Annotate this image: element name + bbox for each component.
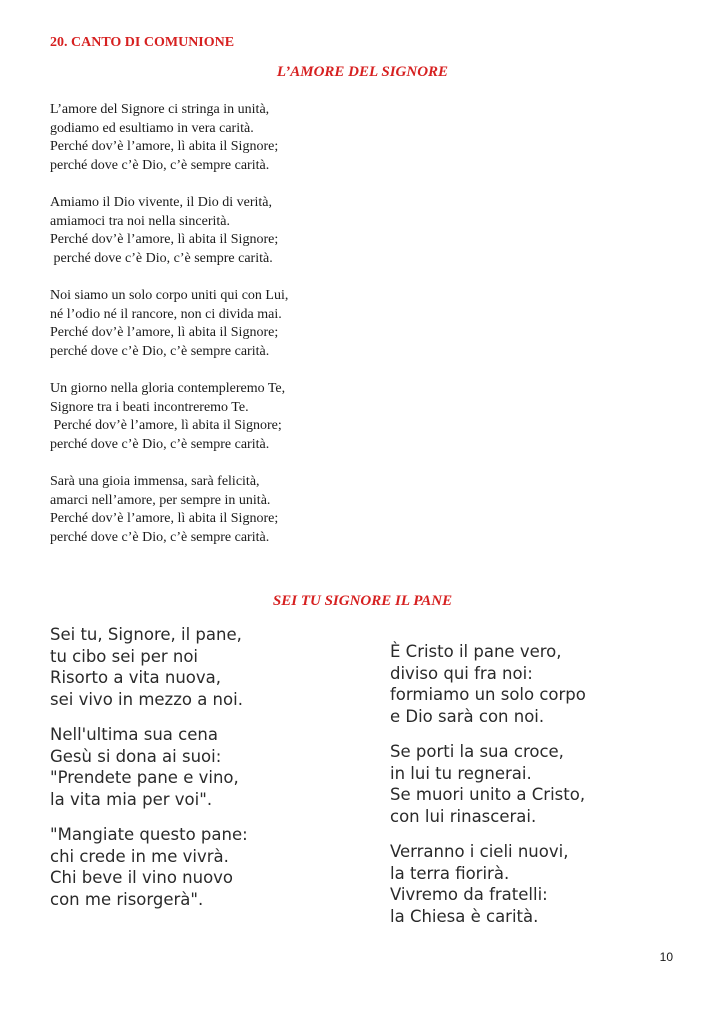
lyric-line: Perché dov’è l’amore, lì abita il Signore; (50, 418, 282, 433)
lyric-line: godiamo ed esultiamo in vera carità. (50, 120, 254, 136)
lyric-line: Sei tu, Signore, il pane, (50, 625, 242, 644)
page-number: 10 (659, 950, 673, 964)
song-lyrics-amore (50, 101, 390, 566)
lyric-line: Nell'ultima sua cena (50, 725, 218, 744)
song-title-pane: SEI TU SIGNORE IL PANE (272, 593, 453, 609)
stanza (50, 194, 390, 268)
lyric-line: L’amore del Signore ci stringa in unità, (50, 102, 270, 117)
lyric-line: tu cibo sei per noi (50, 646, 199, 666)
lyric-line: perché dove c’è Dio, c’è sempre carità. (50, 157, 270, 173)
lyric-line: con me risorgerà". (50, 889, 204, 909)
stanza (50, 724, 350, 810)
lyric-line: perché dove c’è Dio, c’è sempre carità. (50, 343, 270, 359)
section-heading: 20. CANTO DI COMUNIONE (50, 35, 235, 50)
lyric-line: la Chiesa è carità. (390, 906, 539, 926)
lyric-line: Signore tra i beati incontreremo Te. (50, 399, 249, 415)
lyric-line: diviso qui fra noi: (390, 663, 533, 683)
stanza (50, 824, 350, 910)
lyric-line: Noi siamo un solo corpo uniti qui con Lui, (50, 288, 289, 303)
stanza (50, 380, 390, 454)
lyric-line: Perché dov’è l’amore, lì abita il Signore; (50, 511, 279, 526)
lyric-line: È Cristo il pane vero, (390, 642, 562, 661)
stanza (50, 101, 390, 175)
lyric-line: perché dove c’è Dio, c’è sempre carità. (50, 250, 273, 266)
lyric-line: Se muori unito a Cristo, (390, 785, 586, 804)
stanza (390, 741, 690, 827)
lyric-line: Chi beve il vino nuovo (50, 868, 234, 887)
lyric-line: la vita mia per voi". (50, 789, 213, 809)
stanza (50, 287, 390, 361)
lyric-line: Gesù si dona ai suoi: (50, 746, 222, 766)
lyric-line: Risorto a vita nuova, (50, 668, 221, 687)
lyric-line: Sarà una gioia immensa, sarà felicità, (50, 474, 260, 489)
lyric-line: "Prendete pane e vino, (50, 768, 239, 787)
lyrics-column-left (50, 624, 350, 924)
lyric-line: "Mangiate questo pane: (50, 825, 248, 844)
stanza (390, 641, 690, 727)
stanza (50, 473, 390, 547)
lyric-line: Vivremo da fratelli: (390, 885, 548, 904)
lyric-line: formiamo un solo corpo (390, 685, 586, 704)
lyric-line: perché dove c’è Dio, c’è sempre carità. (50, 436, 270, 452)
stanza (390, 841, 690, 927)
lyric-line: in lui tu regnerai. (390, 763, 532, 783)
lyric-line: né l’odio né il rancore, non ci divida mai. (50, 306, 282, 322)
lyric-line: con lui rinascerai. (390, 806, 537, 826)
lyrics-column-right (390, 641, 690, 941)
lyric-line: Amiamo il Dio vivente, il Dio di verità, (50, 195, 273, 210)
lyric-line: Perché dov’è l’amore, lì abita il Signore; (50, 232, 279, 247)
lyric-line: amiamoci tra noi nella sincerità. (50, 213, 230, 229)
stanza (50, 624, 350, 710)
lyric-line: chi crede in me vivrà. (50, 846, 229, 866)
lyric-line: e Dio sarà con noi. (390, 706, 545, 726)
lyric-line: perché dove c’è Dio, c’è sempre carità. (50, 529, 270, 545)
lyric-line: amarci nell’amore, per sempre in unità. (50, 492, 271, 508)
lyric-line: Perché dov’è l’amore, lì abita il Signore; (50, 139, 279, 154)
song-title-amore: L’AMORE DEL SIGNORE (276, 64, 449, 80)
lyric-line: Perché dov’è l’amore, lì abita il Signore; (50, 325, 279, 340)
lyric-line: Un giorno nella gloria contempleremo Te, (50, 381, 286, 396)
lyric-line: Se porti la sua croce, (390, 742, 564, 761)
lyric-line: Verranno i cieli nuovi, (390, 842, 569, 861)
lyric-line: sei vivo in mezzo a noi. (50, 689, 243, 709)
lyric-line: la terra fiorirà. (390, 863, 510, 883)
